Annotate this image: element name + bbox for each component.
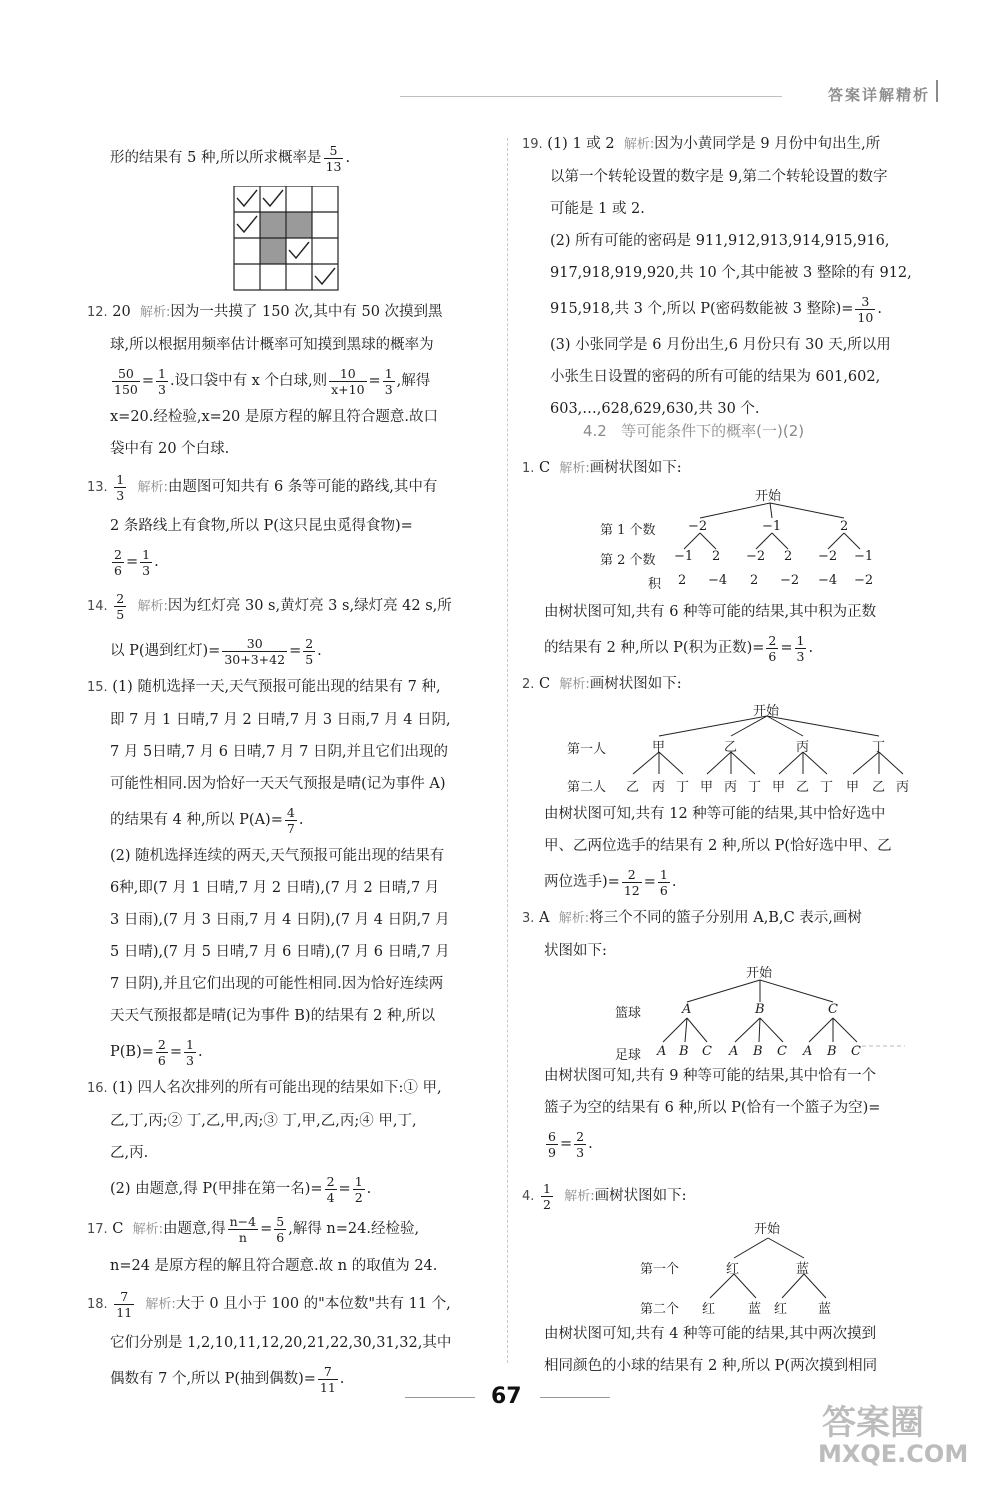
q12-line3: $\frac{50}{150}$ = $\frac{1}{3}$ .设口袋中有 x 个白球,则 $\frac{10}{x+10}$ = $\frac{1}{3}$ ,解得 (114, 365, 431, 397)
r3-body (544, 1060, 944, 1164)
fraction: $\frac{2}{5}$ (116, 590, 125, 622)
q13-line3: $\frac{2}{6}$ = $\frac{1}{3}$ . (114, 546, 159, 578)
column-divider (507, 138, 508, 1363)
tree-node: 丁 (820, 780, 834, 795)
r3-header: 3. A 解析:将三个不同的篮子分别用 A,B,C 表示,画树 状图如下: (522, 910, 862, 959)
tree-node: 乙 (626, 780, 640, 795)
tree-node: 红 (702, 1302, 716, 1317)
q16-line4: (2) 由题意,得 P(甲排在第一名)= $\frac{2}{4}$ = $\frac{1}{2}$ . (110, 1173, 372, 1205)
tree-row-label: 第一个 (640, 1262, 680, 1277)
tree-row-label: 篮球 (615, 1006, 642, 1021)
q15-line2: 即 7 月 1 日晴,7 月 2 日晴,7 月 3 日雨,7 月 4 日阴, (110, 712, 451, 728)
fraction: $\frac{1}{3}$ (796, 632, 805, 664)
q19-line8: 小张生日设置的密码的所有可能的结果为 601,602, (550, 369, 881, 385)
tree-node: 丁 (748, 780, 762, 795)
fraction: $\frac{2}{5}$ (305, 635, 314, 667)
fraction: $\frac{5}{6}$ (276, 1213, 285, 1245)
q12-line5: 袋中有 20 个白球. (110, 441, 230, 457)
q19-line6: 915,918,共 3 个,所以 P(密码数能被 3 整除)= $\frac{3}{10}$ . (550, 293, 882, 325)
section-title: 4.2 等可能条件下的概率(一)(2) (583, 422, 805, 440)
tree-node: 甲 (772, 780, 786, 795)
r3-line2: 篮子为空的结果有 6 种,所以 P(恰有一个篮子为空)= (544, 1100, 881, 1116)
q15-line1: 15. (1) 随机选择一天,天气预报可能出现的结果有 7 种, (87, 679, 441, 695)
tree-node: −1 (674, 549, 694, 564)
q13-line1: 13. $\frac{1}{3}$ 解析:由题图可知共有 6 条等可能的路线,其中有 (87, 471, 438, 503)
tree-node: 丁 (676, 780, 690, 795)
r3-line3: $\frac{6}{9}$ = $\frac{2}{3}$ . (548, 1128, 593, 1160)
q17-line1: 17. C 解析:由题意,得 $\frac{n-4}{n}$ = $\frac{5}{6}$ ,解得 n=24.经检验, (87, 1213, 420, 1245)
q16-line2: 乙,丁,丙;② 丁,乙,甲,丙;③ 丁,甲,乙,丙;④ 甲,丁, (110, 1113, 417, 1129)
tree-diagram-2 (567, 700, 927, 795)
q15-part2-line6: 天天气预报都是晴(记为事件 B)的结果有 2 种,所以 (110, 1008, 436, 1024)
fraction: $\frac{50}{150}$ (114, 365, 138, 397)
tree-node: 2 (840, 519, 849, 534)
tree-node: 2 (712, 549, 721, 564)
tree-node: B (679, 1044, 689, 1059)
tree-row-label: 第二个 (640, 1302, 680, 1317)
shaded-cell (260, 238, 286, 264)
fraction: $\frac{4}{7}$ (286, 804, 295, 836)
fraction: $\frac{2}{12}$ (623, 866, 640, 898)
page-header-title: 答案详解精析 (827, 86, 930, 104)
tree-node: −2 (688, 519, 708, 534)
tree-node: B (755, 1002, 765, 1017)
fraction: $\frac{30}{30+3+42}$ (224, 635, 286, 667)
tree-node: −1 (762, 519, 782, 534)
q15-part2-line7: P(B)= $\frac{2}{6}$ = $\frac{1}{3}$ . (110, 1036, 203, 1068)
q17-line2: n=24 是原方程的解且符合题意.故 n 的取值为 24. (110, 1258, 438, 1274)
tree-node: 丙 (724, 780, 738, 795)
q16-line1: 16. (1) 四人名次排列的所有可能出现的结果如下:① 甲, (87, 1080, 442, 1096)
tree-node: C (702, 1044, 712, 1059)
tree-row-label: 积 (648, 577, 662, 592)
tree-node: 丙 (652, 780, 666, 795)
r2-line2: 甲、乙两位选手的结果有 2 种,所以 P(恰好选中甲、乙 (544, 838, 892, 854)
tree-row-label: 足球 (615, 1048, 642, 1063)
fraction: $\frac{1}{2}$ (354, 1173, 363, 1205)
q11-tail: 形的结果有 5 种,所以所求概率是 $\frac{5}{13}$ . (110, 142, 351, 174)
tree-row-label: 第一人 (567, 742, 607, 757)
q19-line9: 603,…,628,629,630,共 30 个. (550, 401, 760, 417)
q12-line1: 12. 20 解析:因为一共摸了 150 次,其中有 50 次摸到黑 (87, 304, 443, 320)
r4-line2: 相同颜色的小球的结果有 2 种,所以 P(两次摸到相同 (544, 1358, 878, 1374)
tree-node: −4 (708, 573, 728, 588)
q19-line2: 以第一个转轮设置的数字是 9,第二个转轮设置的数字 (550, 169, 888, 185)
q15-part2-line5: 7 日阴),并且它们出现的可能性相同.因为恰好连续两 (110, 976, 444, 992)
q15-line3: 7 月 5日晴,7 月 6 日晴,7 月 7 日阴,并且它们出现的 (110, 744, 449, 760)
fraction: $\frac{3}{10}$ (857, 293, 874, 325)
tree-node: −2 (746, 549, 766, 564)
fraction: $\frac{1}{3}$ (186, 1036, 194, 1068)
fraction: $\frac{10}{x+10}$ (331, 365, 365, 397)
tree-node: 蓝 (818, 1302, 832, 1317)
fraction: $\frac{1}{3}$ (116, 471, 125, 503)
fraction: $\frac{2}{6}$ (768, 632, 777, 664)
tree-node: 2 (678, 573, 687, 588)
q13-line2: 2 条路线上有食物,所以 P(这只昆虫觅得食物)= (110, 518, 413, 534)
tree-node: 甲 (846, 780, 860, 795)
watermark-logo: 答案圈 (822, 1403, 924, 1443)
fraction: $\frac{1}{3}$ (158, 365, 166, 397)
tree-root: 开始 (754, 1222, 781, 1237)
r1-header: 1. C 解析:画树状图如下: (522, 460, 682, 476)
tree-node: A (682, 1002, 692, 1017)
page-number-rule (405, 1397, 475, 1398)
q14-line2: 以 P(遇到红灯)= $\frac{30}{30+3+42}$ = $\frac{2}{5}$ . (110, 635, 322, 667)
r4-header: 4. $\frac{1}{2}$ 解析:画树状图如下: (522, 1180, 687, 1212)
tree-node: A (803, 1044, 813, 1059)
fraction: $\frac{n-4}{n}$ (229, 1213, 257, 1245)
grid-figure (232, 186, 342, 292)
q15-line4: 可能性相同.因为恰好一天天气预报是晴(记为事件 A) (110, 776, 446, 792)
q19-line1: 19. (1) 1 或 2 解析:因为小黄同学是 9 月份中旬出生,所 (522, 136, 881, 152)
tree-node: −2 (818, 549, 838, 564)
fraction: $\frac{1}{6}$ (659, 866, 668, 898)
tree-root: 开始 (755, 489, 782, 504)
grid-lines (234, 186, 338, 290)
left-column (110, 138, 500, 178)
tree-diagram-3 (615, 962, 905, 1062)
tree-root: 开始 (753, 704, 780, 719)
q19-line7: (3) 小张同学是 6 月份出生,6 月份只有 30 天,所以用 (550, 337, 891, 353)
q14-line1: 14. $\frac{2}{5}$ 解析:因为红灯亮 30 s,黄灯亮 3 s,绿灯亮 42 s,所 (87, 590, 452, 622)
tree-node: B (753, 1044, 763, 1059)
q12-line4: x=20.经检验,x=20 是原方程的解且符合题意.故口 (110, 409, 438, 425)
fraction: $\frac{6}{9}$ (548, 1128, 556, 1160)
tree-node: 丙 (796, 740, 810, 755)
page-number-rule (540, 1397, 610, 1398)
watermark-site: MXQE.COM (818, 1440, 969, 1468)
fraction: $\frac{2}{6}$ (157, 1036, 166, 1068)
page-number: 67 (491, 1384, 522, 1409)
tree-node: 甲 (652, 740, 666, 755)
r2-body (544, 798, 944, 902)
fraction: $\frac{1}{2}$ (543, 1180, 551, 1212)
tree-node: 丁 (872, 740, 886, 755)
r1-line2: 的结果有 2 种,所以 P(积为正数)= $\frac{2}{6}$ = $\frac{1}{3}$ . (544, 632, 814, 664)
tree-row-label: 第 2 个数 (600, 553, 656, 568)
q19-line3: 可能是 1 或 2. (550, 201, 645, 217)
tree-row-label: 第 1 个数 (600, 523, 656, 538)
q12-line2: 球,所以根据用频率估计概率可知摸到黑球的概率为 (110, 337, 434, 353)
r2-header: 2. C 解析:画树状图如下: (522, 676, 682, 692)
tree-node: C (828, 1002, 838, 1017)
tree-node: −2 (780, 573, 800, 588)
tree-node: 红 (726, 1262, 740, 1277)
tree-node: 蓝 (796, 1262, 810, 1277)
tree-diagram-4 (640, 1218, 860, 1317)
fraction: $\frac{2}{6}$ (114, 546, 122, 578)
tree-node: −2 (854, 573, 874, 588)
r4-line1: 由树状图可知,共有 4 种等可能的结果,其中两次摸到 (544, 1326, 877, 1342)
fraction: $\frac{2}{3}$ (576, 1128, 585, 1160)
q18-line1: 18. $\frac{7}{11}$ 解析:大于 0 且小于 100 的"本位数"共有 11 个, (87, 1288, 451, 1320)
fraction: $\frac{7}{11}$ (116, 1288, 133, 1320)
tree-node: 丙 (896, 780, 910, 795)
q15-part2-line4: 5 日晴),(7 月 5 日晴,7 月 6 日晴),(7 月 6 日晴,7 月 (110, 944, 450, 960)
q18-line3: 偶数有 7 个,所以 P(抽到偶数)= $\frac{7}{11}$ . (110, 1363, 345, 1395)
r2-line1: 由树状图可知,共有 12 种等可能的结果,其中恰好选中 (544, 806, 886, 822)
q15-part2-line3: 3 日雨),(7 月 3 日雨,7 月 4 日阴),(7 月 4 日阴,7 月 (110, 912, 450, 928)
tree-node: 红 (774, 1302, 788, 1317)
r4-body (544, 1318, 944, 1382)
fraction: $\frac{7}{11}$ (319, 1363, 336, 1395)
q16-line3: 乙,丙. (110, 1145, 149, 1161)
tree-row-label: 第二人 (567, 780, 607, 795)
tree-node: B (827, 1044, 837, 1059)
r3-line1: 由树状图可知,共有 9 种等可能的结果,其中恰有一个 (544, 1068, 877, 1084)
tree-node: 蓝 (748, 1302, 762, 1317)
header-rule (400, 96, 782, 97)
q19-line4: (2) 所有可能的密码是 911,912,913,914,915,916, (550, 233, 890, 249)
fraction: $\frac{2}{4}$ (326, 1173, 335, 1205)
fraction: $\frac{1}{3}$ (142, 546, 151, 578)
q15-line5: 的结果有 4 种,所以 P(A)= $\frac{4}{7}$ . (110, 804, 304, 836)
fraction: $\frac{5}{13}$ (325, 142, 342, 174)
tree-root: 开始 (746, 966, 773, 981)
q19-line5: 917,918,919,920,共 10 个,其中能被 3 整除的有 912, (550, 265, 912, 281)
q15-part2-line2: 6种,即(7 月 1 日晴,7 月 2 日晴),(7 月 2 日晴,7 月 (110, 880, 440, 896)
tree-node: A (657, 1044, 667, 1059)
tree-node: 乙 (724, 740, 738, 755)
fraction: $\frac{1}{3}$ (384, 365, 393, 397)
q18-line2: 它们分别是 1,2,10,11,12,20,21,22,30,31,32,其中 (110, 1335, 452, 1351)
left-column-body (87, 296, 502, 1399)
tree-node: 乙 (796, 780, 810, 795)
r1-line1: 由树状图可知,共有 6 种等可能的结果,其中积为正数 (544, 604, 877, 620)
tree-node: −4 (818, 573, 838, 588)
tree-node: 乙 (872, 780, 886, 795)
r1-body (544, 596, 944, 668)
tree-node: C (777, 1044, 787, 1059)
tree-node: 甲 (700, 780, 714, 795)
header-bracket (936, 80, 938, 102)
q15-part2-line1: (2) 随机选择连续的两天,天气预报可能出现的结果有 (110, 848, 445, 864)
tree-diagram-1 (600, 485, 900, 595)
tree-node: 2 (750, 573, 759, 588)
tree-node: 2 (784, 549, 793, 564)
tree-node: C (851, 1044, 861, 1059)
right-column-q19 (522, 128, 942, 425)
tree-node: A (729, 1044, 739, 1059)
tree-node: −1 (854, 549, 874, 564)
r2-line3: 两位选手)= $\frac{2}{12}$ = $\frac{1}{6}$ . (544, 866, 677, 898)
